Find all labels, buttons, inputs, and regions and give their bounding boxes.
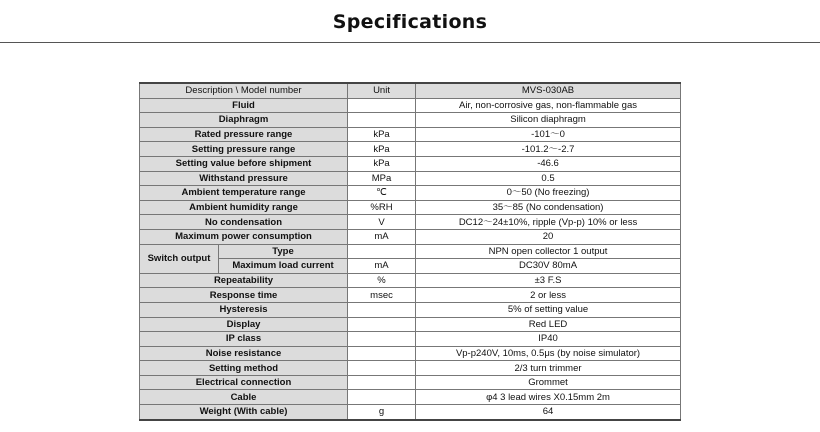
row-unit: %RH xyxy=(348,200,416,215)
row-label: Hysteresis xyxy=(140,302,348,317)
table-row xyxy=(140,98,681,113)
row-label: Setting pressure range xyxy=(140,142,348,157)
row-value: 64 xyxy=(416,405,681,420)
row-label: No condensation xyxy=(140,215,348,230)
switch-output-label: Switch output xyxy=(140,244,219,273)
row-label: Diaphragm xyxy=(140,113,348,128)
row-unit: g xyxy=(348,405,416,420)
row-label: Repeatability xyxy=(140,273,348,288)
header-unit: Unit xyxy=(348,83,416,98)
table-row xyxy=(140,288,681,303)
row-label: Ambient temperature range xyxy=(140,186,348,201)
row-value: DC12～24±10%, ripple (Vp-p) 10% or less xyxy=(416,215,681,230)
table-row-switch-load xyxy=(140,259,681,274)
header-model: MVS-030AB xyxy=(416,83,681,98)
row-unit xyxy=(348,98,416,113)
table-row xyxy=(140,390,681,405)
row-unit: mA xyxy=(348,229,416,244)
row-unit: kPa xyxy=(348,156,416,171)
table-row xyxy=(140,229,681,244)
row-unit: msec xyxy=(348,288,416,303)
table-row xyxy=(140,127,681,142)
row-label: Rated pressure range xyxy=(140,127,348,142)
row-label: Fluid xyxy=(140,98,348,113)
table-row xyxy=(140,273,681,288)
switch-type-label: Type xyxy=(219,244,348,259)
row-unit xyxy=(348,346,416,361)
row-label: Ambient humidity range xyxy=(140,200,348,215)
row-value: ±3 F.S xyxy=(416,273,681,288)
row-value: Red LED xyxy=(416,317,681,332)
row-value: -101～0 xyxy=(416,127,681,142)
table-row xyxy=(140,200,681,215)
row-value: -46.6 xyxy=(416,156,681,171)
row-unit xyxy=(348,390,416,405)
row-value: 35～85 (No condensation) xyxy=(416,200,681,215)
table-row xyxy=(140,317,681,332)
table-header-row xyxy=(140,83,681,98)
row-value: 20 xyxy=(416,229,681,244)
table-row xyxy=(140,405,681,420)
row-unit: MPa xyxy=(348,171,416,186)
row-label: Withstand pressure xyxy=(140,171,348,186)
row-label: Display xyxy=(140,317,348,332)
row-value: 2/3 turn trimmer xyxy=(416,361,681,376)
row-value: φ4 3 lead wires X0.15mm 2m xyxy=(416,390,681,405)
row-value: 5% of setting value xyxy=(416,302,681,317)
row-label: IP class xyxy=(140,332,348,347)
switch-type-unit xyxy=(348,244,416,259)
switch-load-label: Maximum load current xyxy=(219,259,348,274)
row-unit xyxy=(348,332,416,347)
page-title: Specifications xyxy=(332,11,488,33)
table-row xyxy=(140,375,681,390)
switch-type-value: NPN open collector 1 output xyxy=(416,244,681,259)
row-unit xyxy=(348,375,416,390)
row-unit: ℃ xyxy=(348,186,416,201)
row-unit xyxy=(348,302,416,317)
page-header xyxy=(0,0,820,43)
row-label: Cable xyxy=(140,390,348,405)
switch-load-unit: mA xyxy=(348,259,416,274)
row-value: IP40 xyxy=(416,332,681,347)
row-label: Weight (With cable) xyxy=(140,405,348,420)
table-row xyxy=(140,215,681,230)
header-description: Description \ Model number xyxy=(140,83,348,98)
row-unit: kPa xyxy=(348,142,416,157)
specifications-table xyxy=(139,82,681,421)
row-value: 0.5 xyxy=(416,171,681,186)
row-value: 2 or less xyxy=(416,288,681,303)
row-unit: V xyxy=(348,215,416,230)
table-row xyxy=(140,113,681,128)
row-label: Maximum power consumption xyxy=(140,229,348,244)
table-row xyxy=(140,171,681,186)
row-value: Vp-p240V, 10ms, 0.5μs (by noise simulator) xyxy=(416,346,681,361)
row-label: Response time xyxy=(140,288,348,303)
row-label: Setting method xyxy=(140,361,348,376)
switch-load-value: DC30V 80mA xyxy=(416,259,681,274)
row-value: -101.2～-2.7 xyxy=(416,142,681,157)
row-unit xyxy=(348,113,416,128)
row-label: Electrical connection xyxy=(140,375,348,390)
table-row xyxy=(140,361,681,376)
row-label: Noise resistance xyxy=(140,346,348,361)
row-unit xyxy=(348,317,416,332)
row-unit: % xyxy=(348,273,416,288)
row-label: Setting value before shipment xyxy=(140,156,348,171)
table-row xyxy=(140,156,681,171)
table-row xyxy=(140,302,681,317)
row-value: 0～50 (No freezing) xyxy=(416,186,681,201)
row-value: Grommet xyxy=(416,375,681,390)
row-unit xyxy=(348,361,416,376)
table-row-switch-type xyxy=(140,244,681,259)
row-value: Air, non-corrosive gas, non-flammable gas xyxy=(416,98,681,113)
table-row xyxy=(140,186,681,201)
table-row xyxy=(140,142,681,157)
table-row xyxy=(140,332,681,347)
table-row xyxy=(140,346,681,361)
row-unit: kPa xyxy=(348,127,416,142)
row-value: Silicon diaphragm xyxy=(416,113,681,128)
